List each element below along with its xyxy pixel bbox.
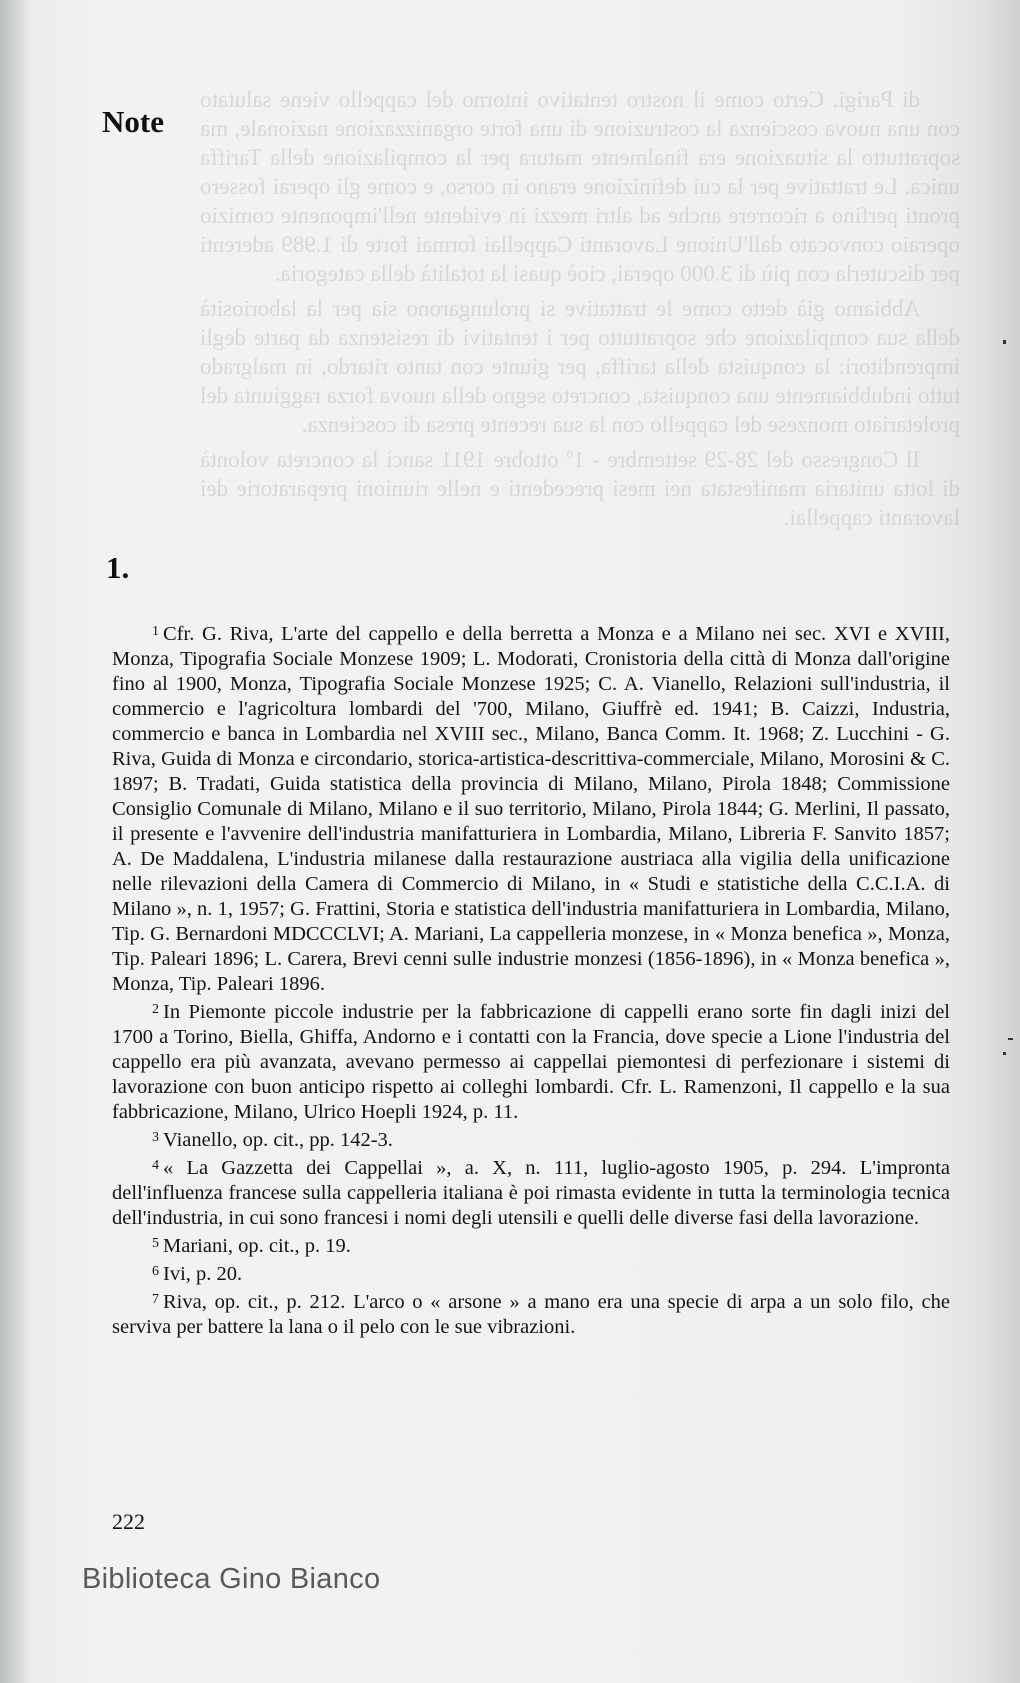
footnote-text: Mariani, op. cit., p. 19. bbox=[163, 1235, 351, 1257]
footnote bbox=[112, 1153, 950, 1231]
footnote-number: 6 bbox=[152, 1264, 159, 1279]
notes-list bbox=[112, 619, 950, 1340]
footnote-text: Vianello, op. cit., pp. 142-3. bbox=[163, 1129, 393, 1151]
scan-speck bbox=[1003, 340, 1006, 344]
footnote-number: 3 bbox=[152, 1130, 159, 1145]
footnote bbox=[112, 1231, 950, 1259]
footnote bbox=[112, 619, 950, 997]
footnote-number: 1 bbox=[152, 624, 159, 639]
footnote bbox=[112, 1125, 950, 1153]
footnote-text: Ivi, p. 20. bbox=[163, 1263, 243, 1285]
bleed-through-text: di Parigi. Certo come il nostro tentativo intorno del cappello viene salutato con una nuova coscienza la costruzione di una forte organizzazione nazionale, ma soprattutto la situazione era finalmente matura per la compilazione della Tariffa unica. Le trattative per la cui definizione erano in corso, e come gli operai fossero pronti perfino a ricorrere anche ad altri mezzi in evidente nell'imponente comizio operaio convocato dall'Unione Lavoranti Cappellai formai forte di 1.989 aderenti per discuterla con più di 3.000 operai, cioè quasi la totalità della categoria. Abbiamo già detto come le trattative si prolungarono sia per la laboriosità della sua compilazione che soprattutto per i tentativi di resistenza da parte degli imprenditori: la conquista della tariffa, per giunte con tanto ritardo, in malgrado tutto indubbiamente una conquista, concreto segno della nuova forza raggiunta del proletariato monzese del cappello con la sua recente presa di coscienza. Il Congresso del 28-29 settembre - 1º ottobre 1911 sancì la concreta volontà di lotta unitaria manifestata nei mesi precedenti e nelle riunioni preparatorie dei lavoranti cappellai. bbox=[200, 87, 960, 530]
scan-speck bbox=[1003, 1052, 1006, 1055]
footnote bbox=[112, 1259, 950, 1287]
chapter-number: 1. bbox=[106, 550, 130, 585]
footnote-text: « La Gazzetta dei Cappellai », a. X, n. 111, luglio-agosto 1905, p. 294. L'impronta dell'influenza francese sulla cappelleria italiana è poi rimasta evidente in tutta la terminologia tecnica dell'industria, in cui sono francesi i nomi degli utensili e quelli delle diverse fasi della lavorazione. bbox=[112, 1157, 950, 1229]
footnote-text: Cfr. G. Riva, L'arte del cappello e della berretta a Monza e a Milano nei sec. XVI e XVIII, Monza, Tipografia Sociale Monzese 1909; L. Modorati, Cronistoria della città di Monza dall'origine fino al 1900, Monza, Tipografia Sociale Monzese 1925; C. A. Vianello, Relazioni sull'industria, il commercio e l'agricoltura lombardi del '700, Milano, Giuffrè ed. 1941; B. Caizzi, Industria, commercio e banca in Lombardia nel XVIII sec., Milano, Banca Comm. It. 1968; Z. Lucchini - G. Riva, Guida di Monza e circondario, storica-artistica-descrittiva-commerciale, Milano, Morosini & C. 1897; B. Tradati, Guida statistica della provincia di Milano, Milano, Pirola 1848; Commissione Consiglio Comunale di Milano, Milano e il suo territorio, Milano, Pirola 1844; G. Merlini, Il passato, il presente e l'avvenire dell'industria manifatturiera in Lombardia, Milano, Libreria F. Sanvito 1857; A. De Maddalena, L'industria milanese dalla restaurazione austriaca alla vigilia della unificazione nelle rilevazioni della Camera di Commercio di Milano, in « Studi e statistiche della C.C.I.A. di Milano », n. 1, 1957; G. Frattini, Storia e statistica dell'industria manifatturiera in Lombardia, Milano, Tip. G. Bernardoni MDCCCLVI; A. Mariani, La cappelleria monzese, in « Monza benefica », Monza, Tip. Paleari 1896; L. Carera, Brevi cenni sulle industrie monzesi (1856-1896), in « Monza benefica », Monza, Tip. Paleari 1896. bbox=[112, 623, 950, 995]
footnote-text: Riva, op. cit., p. 212. L'arco o « arsone » a mano era una specie di arpa a un solo filo, che serviva per battere la lana o il pelo con le sue vibrazioni. bbox=[112, 1291, 950, 1338]
footnote bbox=[112, 1287, 950, 1340]
library-watermark: Biblioteca Gino Bianco bbox=[82, 1563, 381, 1595]
footnote-number: 2 bbox=[152, 1002, 159, 1017]
footnote-number: 4 bbox=[152, 1158, 159, 1173]
page-number: 222 bbox=[112, 1509, 145, 1534]
footnote-number: 7 bbox=[152, 1292, 159, 1307]
page-title: Note bbox=[102, 104, 164, 139]
footnote bbox=[112, 997, 950, 1125]
footnote-text: In Piemonte piccole industrie per la fabbricazione di cappelli erano sorte fin dagli inizi del 1700 a Torino, Biella, Ghiffa, Andorno e i contatti con la Francia, dove specie a Lione l'industria del cappello era più avanzata, avevano permesso ai cappellai piemontesi di perfezionare i sistemi di lavorazione con buon anticipo rispetto ai colleghi lombardi. Cfr. L. Ramenzoni, Il cappello e la sua fabbricazione, Milano, Ulrico Hoepli 1924, p. 11. bbox=[112, 1001, 950, 1123]
scan-speck bbox=[1008, 1038, 1013, 1040]
footnote-number: 5 bbox=[152, 1236, 159, 1251]
